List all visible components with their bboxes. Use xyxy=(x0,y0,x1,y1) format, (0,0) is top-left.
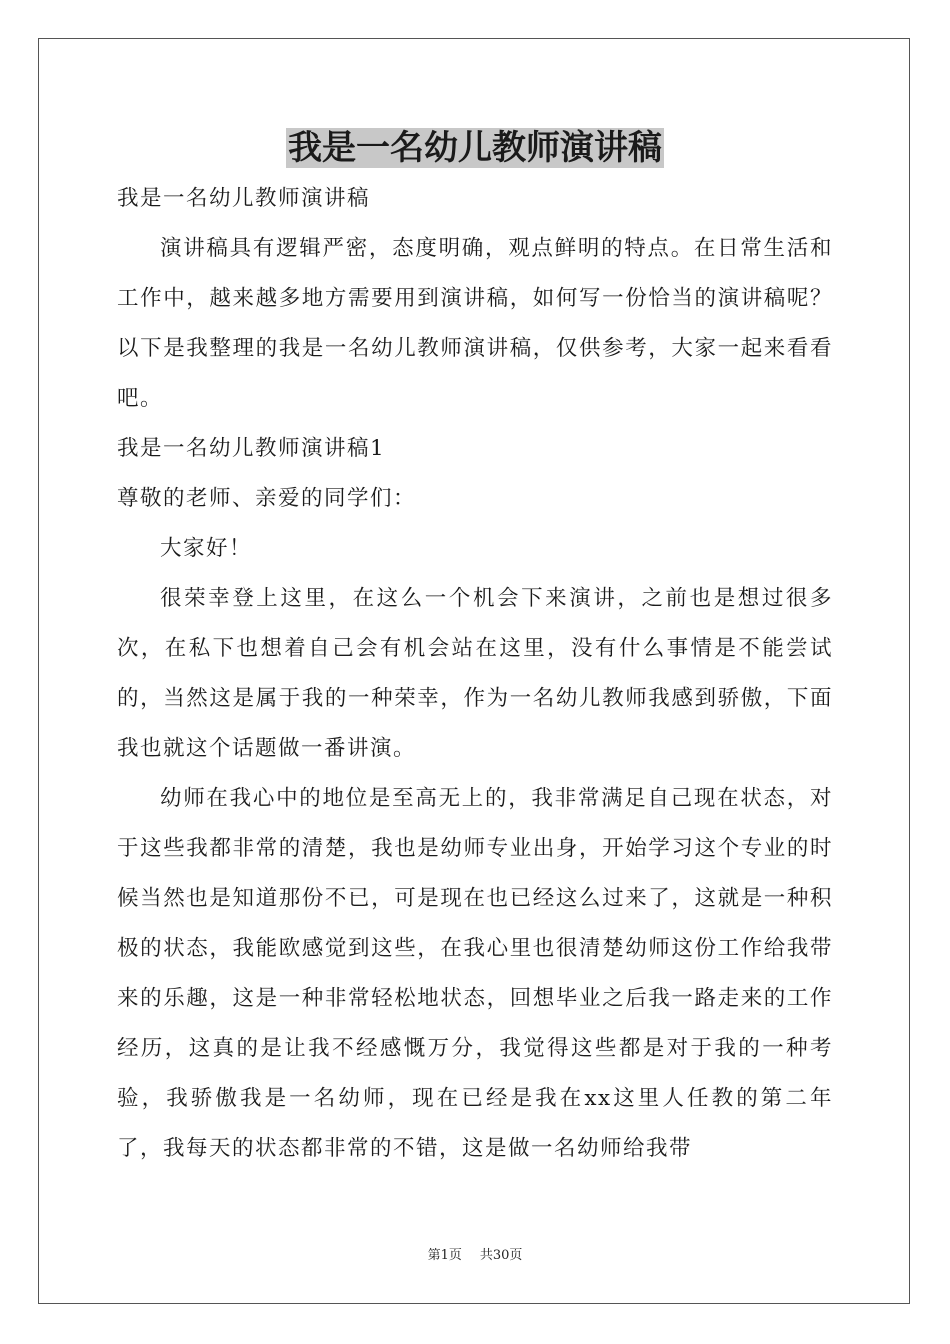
page-total: 共30页 xyxy=(479,1248,523,1263)
page-number: 第1页 xyxy=(427,1248,462,1263)
paragraph: 很荣幸登上这里，在这么一个机会下来演讲，之前也是想过很多次，在私下也想着自己会有机会站在这里，没有什么事情是不能尝试的，当然这是属于我的一种荣幸，作为一名幼儿教师我感到骄傲，下面我也就这个话题做一番讲演。 xyxy=(117,586,833,761)
paragraph: 我是一名幼儿教师演讲稿1 xyxy=(117,436,386,461)
document-title xyxy=(0,126,950,170)
document-title-text: 我是一名幼儿教师演讲稿 xyxy=(288,128,662,168)
paragraph: 演讲稿具有逻辑严密，态度明确，观点鲜明的特点。在日常生活和工作中，越来越多地方需要用到演讲稿，如何写一份恰当的演讲稿呢？以下是我整理的我是一名幼儿教师演讲稿，仅供参考，大家一起来看看吧。 xyxy=(117,236,833,411)
paragraph: 大家好！ xyxy=(160,536,253,561)
paragraph: 幼师在我心中的地位是至高无上的，我非常满足自己现在状态，对于这些我都非常的清楚，我也是幼师专业出身，开始学习这个专业的时候当然也是知道那份不已，可是现在也已经这么过来了，这就是一种积极的状态，我能欧感觉到这些，在我心里也很清楚幼师这份工作给我带来的乐趣，这是一种非常轻松地状态，回想毕业之后我一路走来的工作经历，这真的是让我不经感慨万分，我觉得这些都是对于我的一种考验，我骄傲我是一名幼师，现在已经是我在xx这里人任教的第二年了，我每天的状态都非常的不错，这是做一名幼师给我带 xyxy=(117,786,833,1161)
document-body xyxy=(117,174,833,1174)
paragraph: 尊敬的老师、亲爱的同学们： xyxy=(117,486,417,511)
page-footer xyxy=(0,1247,950,1265)
paragraph: 我是一名幼儿教师演讲稿 xyxy=(117,186,371,211)
